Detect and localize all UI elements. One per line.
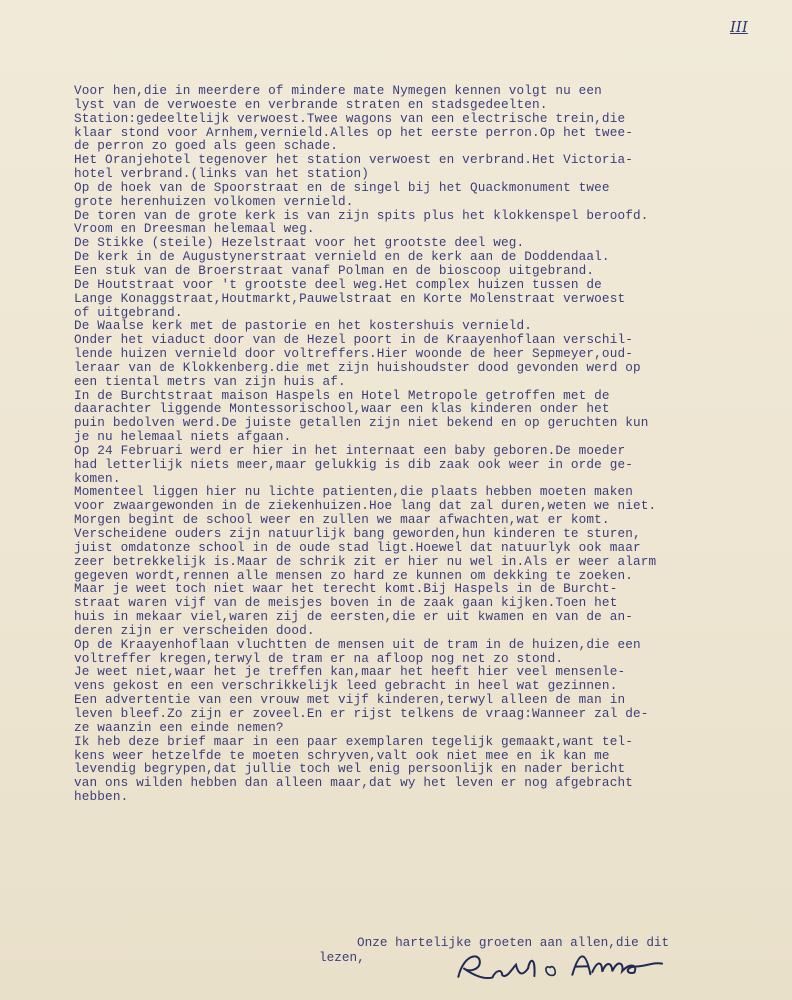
body-line: levendig begrypen,dat jullie toch wel enig persoonlijk en nader bericht <box>74 761 626 777</box>
body-line: Station:gedeeltelijk verwoest.Twee wagons van een electrische trein,die <box>74 110 626 126</box>
closing-greeting: Onze hartelijke groeten aan allen,die dit <box>357 935 670 950</box>
body-line: Een advertentie van een vrouw met vijf kinderen,terwyl alleen de man in <box>74 692 626 708</box>
body-line: De toren van de grote kerk is van zijn spits plus het klokkenspel beroofd. <box>74 207 649 223</box>
body-line: In de Burchtstraat maison Haspels en Hotel Metropole getroffen met de <box>74 387 610 403</box>
body-line: leraar van de Klokkenberg.die met zijn huishoudster dood gevonden werd op <box>74 359 641 375</box>
body-line: hotel verbrand.(links van het station) <box>74 166 370 182</box>
body-line: Lange Konaggstraat,Houtmarkt,Pauwelstraat en Korte Molenstraat verwoest <box>74 290 626 306</box>
body-line: lende huizen vernield door voltreffers.Hier woonde de heer Sepmeyer,oud- <box>74 346 633 362</box>
body-line: Op de Kraayenhoflaan vluchtten de mensen uit de tram in de huizen,die een <box>74 636 641 652</box>
body-line: Je weet niet,waar het je treffen kan,maar het heeft hier veel mensenle- <box>74 664 626 680</box>
body-line: Maar je weet toch niet waar het terecht komt.Bij Haspels in de Burcht- <box>74 581 618 597</box>
body-line: of uitgebrand. <box>74 304 183 320</box>
body-line: Momenteel liggen hier nu lichte patienten,die plaats hebben moeten maken <box>74 484 633 500</box>
body-line: zeer betrekkelijk is.Maar de schrik zit er hier nu wel in.Als er weer alarm <box>74 553 657 569</box>
body-line: De Houtstraat voor 't grootste deel weg.Het complex huizen tussen de <box>74 276 602 292</box>
body-line: van ons wilden hebben dan alleen maar,dat wy het leven er nog afgebracht <box>74 775 633 791</box>
body-line: daarachter liggende Montessorischool,waar een klas kinderen onder het <box>74 401 610 417</box>
body-line: kens weer hetzelfde te moeten schryven,valt ook niet mee en ik kan me <box>74 747 610 763</box>
body-line: puin bedolven werd.De juiste getallen zijn niet bekend en op geruchten kun <box>74 415 649 431</box>
body-line: deren zijn er verscheiden dood. <box>74 622 315 638</box>
page-number: III <box>730 18 748 36</box>
body-line: de perron zo goed als geen schade. <box>74 138 338 154</box>
body-line: Onder het viaduct door van de Hezel poort in de Kraayenhoflaan verschil- <box>74 332 633 348</box>
closing-greeting-line-2: lezen, <box>319 950 365 965</box>
body-line: Een stuk van de Broerstraat vanaf Polman en de bioscoop uitgebrand. <box>74 262 595 278</box>
body-line: Op de hoek van de Spoorstraat en de singel bij het Quackmonument twee <box>74 179 610 195</box>
body-line: Op 24 Februari werd er hier in het internaat een baby geboren.De moeder <box>74 442 626 458</box>
body-line: leven bleef.Zo zijn er zoveel.En er rijst telkens de vraag:Wanneer zal de- <box>74 705 649 721</box>
body-line: De Waalse kerk met de pastorie en het kostershuis vernield. <box>74 318 533 334</box>
letter-body <box>74 84 764 804</box>
body-line: je nu helemaal niets afgaan. <box>74 429 292 445</box>
body-line: gegeven wordt,rennen alle mensen zo hard ze kunnen om dekking te zoeken. <box>74 567 633 583</box>
body-line: Het Oranjehotel tegenover het station verwoest en verbrand.Het Victoria- <box>74 152 633 168</box>
body-line: vens gekost en een verschrikkelijk leed gebracht in heel wat gezinnen. <box>74 678 618 694</box>
body-line: een tiental metrs van zijn huis af. <box>74 373 346 389</box>
body-line: voor zwaargewonden in de ziekenhuizen.Hoe lang dat zal duren,weten we niet. <box>74 498 657 514</box>
body-line: Vroom en Dreesman helemaal weg. <box>74 221 315 237</box>
body-line: had letterlijk niets meer,maar gelukkig is dib zaak ook weer in orde ge- <box>74 456 633 472</box>
body-line: straat waren vijf van de meisjes boven in de zaak gaan kijken.Toen het <box>74 595 618 611</box>
body-line: hebben. <box>74 789 129 805</box>
body-line: klaar stond voor Arnhem,vernield.Alles op het eerste perron.Op het twee- <box>74 124 633 140</box>
handwritten-signature <box>449 941 680 989</box>
body-line: lyst van de verwoeste en verbrande straten en stadsgedeelten. <box>74 96 548 112</box>
body-line: Ik heb deze brief maar in een paar exemplaren tegelijk gemaakt,want tel- <box>74 733 633 749</box>
body-line: Verscheidene ouders zijn natuurlijk bang geworden,hun kinderen te sturen, <box>74 526 641 541</box>
body-line: huis in mekaar viel,waren zij de eersten,die er uit kwamen en van de an- <box>74 609 633 625</box>
body-line: Voor hen,die in meerdere of mindere mate Nymegen kennen volgt nu een <box>74 83 602 98</box>
body-line: ze waanzin een einde nemen? <box>74 719 284 735</box>
body-line: De Stikke (steile) Hezelstraat voor het grootste deel weg. <box>74 235 525 251</box>
body-line: Morgen begint de school weer en zullen we maar afwachten,wat er komt. <box>74 512 610 528</box>
body-line: voltreffer kregen,terwyl de tram er na afloop nog net zo stond. <box>74 650 564 666</box>
body-line: komen. <box>74 470 121 486</box>
body-line: De kerk in de Augustynerstraat vernield en de kerk aan de Doddendaal. <box>74 249 610 265</box>
body-line: grote herenhuizen volkomen vernield. <box>74 193 354 209</box>
body-line: juist omdatonze school in de oude stad ligt.Hoewel dat natuurlyk ook maar <box>74 539 641 555</box>
